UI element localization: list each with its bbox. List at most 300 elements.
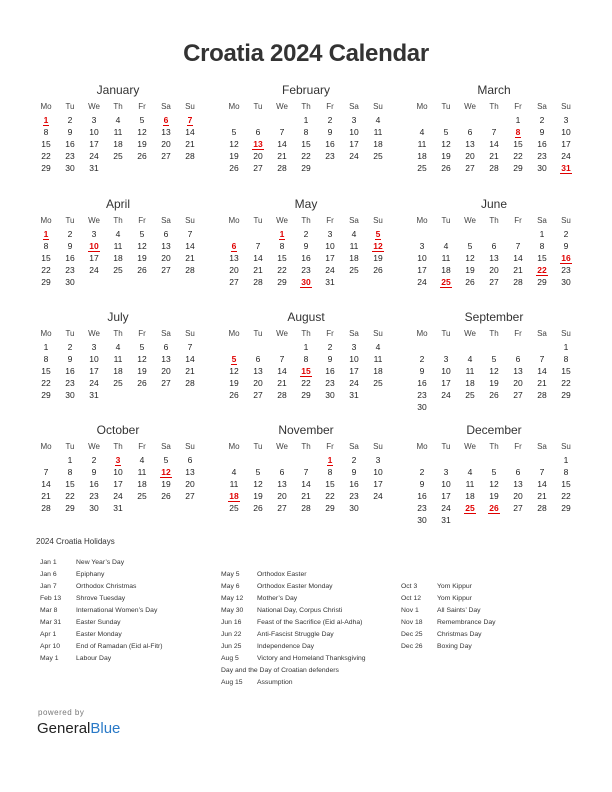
day-cell: 10 (373, 467, 383, 477)
weekday-header: Th (301, 216, 311, 225)
day-cell: 16 (89, 479, 99, 489)
holiday-day-cell: 5 (375, 229, 381, 239)
day-cell: 22 (41, 378, 51, 388)
day-cell: 17 (89, 139, 99, 149)
day-cell: 27 (229, 277, 239, 287)
brand-logo[interactable] (37, 720, 120, 737)
holiday-name: Victory and Homeland Thanksgiving (257, 655, 366, 662)
holiday-item (221, 581, 366, 593)
day-cell: 25 (113, 151, 123, 161)
day-cell: 8 (43, 354, 49, 364)
empty-cell (530, 454, 554, 466)
weekday-header: Fr (514, 102, 522, 111)
weekday-header: Fr (138, 442, 146, 451)
day-cell: 22 (561, 378, 571, 388)
weekday-header: Mo (228, 216, 240, 225)
day-cell: 11 (441, 253, 451, 263)
holiday-item (40, 629, 163, 641)
holiday-name: Mother’s Day (257, 595, 298, 602)
day-cell: 26 (253, 503, 263, 513)
day-cell: 16 (417, 491, 427, 501)
day-cell: 2 (351, 455, 357, 465)
day-cell: 3 (375, 455, 381, 465)
day-cell: 18 (417, 151, 427, 161)
day-cell: 1 (67, 455, 73, 465)
holiday-item (401, 629, 496, 641)
day-cell: 2 (327, 342, 333, 352)
day-cell: 13 (277, 479, 287, 489)
weekday-header: Sa (537, 216, 547, 225)
holiday-name-continued: Day and the Day of Croatian defenders (221, 667, 339, 674)
holiday-name: Assumption (257, 679, 293, 686)
day-cell: 19 (253, 491, 263, 501)
weekday-header: Th (113, 329, 123, 338)
holiday-date: Aug 5 (221, 655, 239, 662)
day-cell: 28 (41, 503, 51, 513)
holiday-date: Mar 31 (40, 619, 62, 626)
holiday-day-cell: 25 (441, 277, 451, 287)
day-cell: 15 (301, 139, 311, 149)
holiday-name: Easter Monday (76, 631, 122, 638)
weekday-header: Tu (441, 216, 451, 225)
day-cell: 9 (67, 241, 73, 251)
day-cell: 18 (373, 366, 383, 376)
day-cell: 9 (419, 366, 425, 376)
day-cell: 9 (419, 479, 425, 489)
weekday-header: Th (301, 329, 311, 338)
holiday-item (221, 629, 366, 641)
weekday-header: Sa (161, 216, 171, 225)
holiday-date: Jan 7 (40, 583, 57, 590)
day-cell: 27 (277, 503, 287, 513)
day-cell: 26 (137, 265, 147, 275)
day-cell: 11 (373, 354, 383, 364)
day-cell: 19 (229, 378, 239, 388)
day-cell: 12 (137, 354, 147, 364)
day-cell: 29 (277, 277, 287, 287)
day-cell: 14 (185, 241, 195, 251)
weekday-header: Sa (161, 329, 171, 338)
holiday-name: International Women’s Day (76, 607, 158, 614)
day-cell: 24 (441, 390, 451, 400)
day-cell: 15 (325, 479, 335, 489)
weekday-header: Th (489, 216, 499, 225)
holiday-name: Yom Kippur (437, 583, 472, 590)
weekday-header: Sa (537, 442, 547, 451)
day-cell: 27 (513, 390, 523, 400)
day-cell: 14 (537, 479, 547, 489)
weekday-header: Mo (40, 216, 52, 225)
day-cell: 5 (163, 455, 169, 465)
month-name: March (477, 83, 511, 97)
weekday-header: We (464, 329, 476, 338)
holiday-date: Dec 26 (401, 643, 423, 650)
day-cell: 28 (513, 277, 523, 287)
day-cell: 11 (113, 354, 123, 364)
day-cell: 11 (417, 139, 427, 149)
day-cell: 2 (91, 455, 97, 465)
holiday-date: Nov 1 (401, 607, 419, 614)
empty-cell (410, 454, 434, 466)
month-name: April (105, 197, 130, 211)
day-cell: 6 (467, 127, 473, 137)
day-cell: 24 (325, 265, 335, 275)
weekday-header: Su (185, 442, 195, 451)
day-cell: 8 (279, 241, 285, 251)
day-cell: 23 (537, 151, 547, 161)
day-cell: 2 (419, 354, 425, 364)
weekday-header: Th (489, 329, 499, 338)
empty-cell (482, 114, 506, 126)
day-cell: 21 (41, 491, 51, 501)
holiday-item (221, 569, 366, 581)
day-cell: 10 (561, 127, 571, 137)
day-cell: 27 (185, 491, 195, 501)
holiday-name: Remembrance Day (437, 619, 496, 626)
day-cell: 30 (537, 163, 547, 173)
weekday-header: Mo (40, 329, 52, 338)
day-cell: 5 (491, 467, 497, 477)
weekday-header: Su (373, 216, 383, 225)
day-cell: 11 (373, 127, 383, 137)
holiday-item (40, 569, 163, 581)
month-name: August (287, 310, 325, 324)
day-cell: 20 (513, 378, 523, 388)
day-cell: 23 (325, 151, 335, 161)
holiday-item (40, 653, 163, 665)
day-cell: 29 (65, 503, 75, 513)
holiday-name: Labour Day (76, 655, 112, 662)
day-cell: 25 (465, 390, 475, 400)
day-cell: 23 (301, 265, 311, 275)
day-cell: 4 (467, 467, 473, 477)
day-cell: 19 (465, 265, 475, 275)
day-cell: 10 (417, 253, 427, 263)
empty-cell (458, 454, 482, 466)
day-cell: 28 (489, 163, 499, 173)
month-name: December (466, 423, 522, 437)
holiday-name: New Year’s Day (76, 559, 125, 566)
day-cell: 16 (537, 139, 547, 149)
weekday-header: Su (561, 329, 571, 338)
weekday-header: Fr (138, 216, 146, 225)
day-cell: 16 (349, 479, 359, 489)
day-cell: 16 (65, 366, 75, 376)
day-cell: 4 (375, 115, 381, 125)
day-cell: 18 (137, 479, 147, 489)
day-cell: 21 (185, 366, 195, 376)
day-cell: 12 (137, 127, 147, 137)
day-cell: 5 (467, 241, 473, 251)
holiday-day-cell: 30 (301, 277, 311, 287)
holiday-name: Boxing Day (437, 643, 472, 650)
holiday-name: Independence Day (257, 643, 315, 650)
weekday-header: Mo (416, 102, 428, 111)
empty-cell (506, 228, 530, 240)
empty-cell (410, 114, 434, 126)
day-cell: 8 (303, 127, 309, 137)
weekday-header: Sa (537, 102, 547, 111)
day-cell: 15 (277, 253, 287, 263)
day-cell: 20 (513, 491, 523, 501)
empty-cell (222, 341, 246, 353)
day-cell: 30 (561, 277, 571, 287)
holiday-date: Jan 6 (40, 571, 57, 578)
holiday-date: Jun 25 (221, 643, 242, 650)
powered-by-label: powered by (38, 708, 85, 717)
holiday-item (221, 605, 366, 617)
empty-cell (434, 454, 458, 466)
month-november (222, 423, 390, 514)
day-cell: 24 (89, 378, 99, 388)
holiday-day-cell: 6 (163, 115, 169, 125)
day-cell: 14 (277, 139, 287, 149)
day-cell: 28 (185, 378, 195, 388)
day-cell: 23 (417, 390, 427, 400)
empty-cell (434, 114, 458, 126)
holiday-item (40, 593, 163, 605)
holiday-day-cell: 31 (561, 163, 571, 173)
weekday-header: We (88, 329, 100, 338)
holiday-date: Apr 10 (40, 643, 61, 650)
day-cell: 25 (373, 378, 383, 388)
day-cell: 26 (161, 491, 171, 501)
day-cell: 23 (417, 503, 427, 513)
holiday-day-cell: 13 (253, 139, 263, 149)
holiday-list-col-3 (401, 581, 496, 653)
day-cell: 10 (441, 479, 451, 489)
day-cell: 17 (373, 479, 383, 489)
day-cell: 14 (185, 354, 195, 364)
empty-cell (458, 228, 482, 240)
day-cell: 5 (491, 354, 497, 364)
month-name: May (294, 197, 318, 211)
day-cell: 3 (351, 115, 357, 125)
day-cell: 27 (253, 390, 263, 400)
day-cell: 4 (115, 115, 121, 125)
holiday-day-cell: 26 (489, 503, 499, 513)
day-cell: 3 (419, 241, 425, 251)
day-cell: 28 (185, 265, 195, 275)
day-cell: 21 (185, 253, 195, 263)
holiday-name: Christmas Day (437, 631, 482, 638)
day-cell: 18 (113, 253, 123, 263)
day-cell: 6 (187, 455, 193, 465)
day-cell: 19 (441, 151, 451, 161)
day-cell: 7 (491, 127, 497, 137)
day-cell: 7 (279, 354, 285, 364)
day-cell: 23 (561, 265, 571, 275)
day-cell: 13 (185, 467, 195, 477)
brand-blue: Blue (90, 720, 121, 737)
weekday-header: Fr (514, 329, 522, 338)
weekday-header: We (276, 216, 288, 225)
day-cell: 6 (515, 467, 521, 477)
month-august (222, 310, 390, 401)
day-cell: 5 (231, 127, 237, 137)
day-cell: 14 (489, 139, 499, 149)
weekday-header: Mo (228, 102, 240, 111)
holiday-date: Apr 1 (40, 631, 57, 638)
holidays-heading: 2024 Croatia Holidays (36, 537, 115, 546)
weekday-header: Tu (65, 442, 75, 451)
empty-cell (222, 114, 246, 126)
weekday-header: We (276, 442, 288, 451)
empty-cell (458, 114, 482, 126)
weekday-header: Fr (326, 329, 334, 338)
day-cell: 9 (67, 127, 73, 137)
day-cell: 25 (229, 503, 239, 513)
holiday-date: Oct 12 (401, 595, 422, 602)
day-cell: 27 (465, 163, 475, 173)
empty-cell (458, 341, 482, 353)
day-cell: 9 (91, 467, 97, 477)
day-cell: 2 (327, 115, 333, 125)
day-cell: 19 (137, 253, 147, 263)
day-cell: 17 (561, 139, 571, 149)
empty-cell (482, 228, 506, 240)
day-cell: 12 (229, 366, 239, 376)
weekday-header: Tu (65, 216, 75, 225)
empty-cell (222, 228, 246, 240)
day-cell: 28 (537, 390, 547, 400)
holiday-date: Jan 1 (40, 559, 57, 566)
day-cell: 7 (539, 467, 545, 477)
day-cell: 20 (161, 139, 171, 149)
holiday-day-cell: 3 (115, 455, 121, 465)
day-cell: 27 (253, 163, 263, 173)
day-cell: 23 (349, 491, 359, 501)
day-cell: 15 (41, 139, 51, 149)
day-cell: 21 (253, 265, 263, 275)
holiday-date: May 6 (221, 583, 240, 590)
day-cell: 30 (65, 277, 75, 287)
day-cell: 26 (137, 378, 147, 388)
day-cell: 26 (373, 265, 383, 275)
holiday-name: End of Ramadan (Eid al-Fitr) (76, 643, 163, 650)
holiday-day-cell: 12 (161, 467, 171, 477)
day-cell: 22 (65, 491, 75, 501)
day-cell: 3 (563, 115, 569, 125)
empty-cell (246, 454, 270, 466)
day-cell: 15 (513, 139, 523, 149)
day-cell: 10 (441, 366, 451, 376)
day-cell: 3 (327, 229, 333, 239)
day-cell: 11 (137, 467, 147, 477)
day-cell: 24 (561, 151, 571, 161)
day-cell: 14 (301, 479, 311, 489)
day-cell: 17 (89, 366, 99, 376)
day-cell: 28 (537, 503, 547, 513)
day-cell: 27 (161, 151, 171, 161)
month-name: November (278, 423, 334, 437)
day-cell: 28 (277, 390, 287, 400)
day-cell: 20 (253, 378, 263, 388)
day-cell: 4 (419, 127, 425, 137)
day-cell: 10 (349, 127, 359, 137)
month-may (222, 197, 390, 288)
day-cell: 29 (513, 163, 523, 173)
month-march (410, 83, 578, 174)
day-cell: 6 (255, 127, 261, 137)
day-cell: 3 (91, 115, 97, 125)
day-cell: 28 (277, 163, 287, 173)
day-cell: 16 (325, 366, 335, 376)
day-cell: 2 (67, 115, 73, 125)
holiday-item (401, 593, 496, 605)
day-cell: 2 (419, 467, 425, 477)
day-cell: 20 (161, 253, 171, 263)
holiday-day-cell: 12 (373, 241, 383, 251)
holiday-date: Mar 8 (40, 607, 58, 614)
holiday-item (40, 557, 163, 569)
month-name: January (96, 83, 140, 97)
holiday-item (40, 641, 163, 653)
holiday-date: May 5 (221, 571, 240, 578)
day-cell: 30 (65, 163, 75, 173)
day-cell: 5 (139, 115, 145, 125)
weekday-header: Mo (40, 442, 52, 451)
weekday-header: Fr (326, 442, 334, 451)
day-cell: 8 (327, 467, 333, 477)
empty-cell (222, 454, 246, 466)
day-cell: 24 (441, 503, 451, 513)
day-cell: 9 (303, 241, 309, 251)
day-cell: 13 (513, 479, 523, 489)
holiday-item (401, 641, 496, 653)
day-cell: 10 (89, 354, 99, 364)
weekday-header: Su (185, 102, 195, 111)
weekday-header: Sa (349, 442, 359, 451)
day-cell: 13 (513, 366, 523, 376)
day-cell: 31 (89, 163, 99, 173)
weekday-header: Su (373, 442, 383, 451)
day-cell: 11 (349, 241, 359, 251)
holiday-day-cell: 8 (515, 127, 521, 137)
empty-cell (294, 454, 318, 466)
weekday-header: Fr (138, 329, 146, 338)
weekday-header: We (88, 442, 100, 451)
holiday-day-cell: 15 (301, 366, 311, 376)
holiday-day-cell: 7 (187, 115, 193, 125)
day-cell: 31 (349, 390, 359, 400)
day-cell: 18 (113, 139, 123, 149)
day-cell: 8 (43, 127, 49, 137)
day-cell: 23 (325, 378, 335, 388)
holiday-item (401, 581, 496, 593)
day-cell: 10 (89, 127, 99, 137)
day-cell: 26 (229, 163, 239, 173)
day-cell: 26 (465, 277, 475, 287)
day-cell: 26 (137, 151, 147, 161)
day-cell: 21 (537, 491, 547, 501)
weekday-header: Sa (161, 442, 171, 451)
day-cell: 17 (113, 479, 123, 489)
day-cell: 19 (137, 139, 147, 149)
holiday-date: Feb 13 (40, 595, 62, 602)
day-cell: 19 (489, 491, 499, 501)
day-cell: 10 (325, 241, 335, 251)
day-cell: 16 (65, 139, 75, 149)
weekday-header: Fr (326, 102, 334, 111)
day-cell: 31 (113, 503, 123, 513)
day-cell: 3 (91, 342, 97, 352)
empty-cell (482, 341, 506, 353)
day-cell: 15 (537, 253, 547, 263)
weekday-header: Mo (40, 102, 52, 111)
day-cell: 19 (137, 366, 147, 376)
day-cell: 8 (539, 241, 545, 251)
